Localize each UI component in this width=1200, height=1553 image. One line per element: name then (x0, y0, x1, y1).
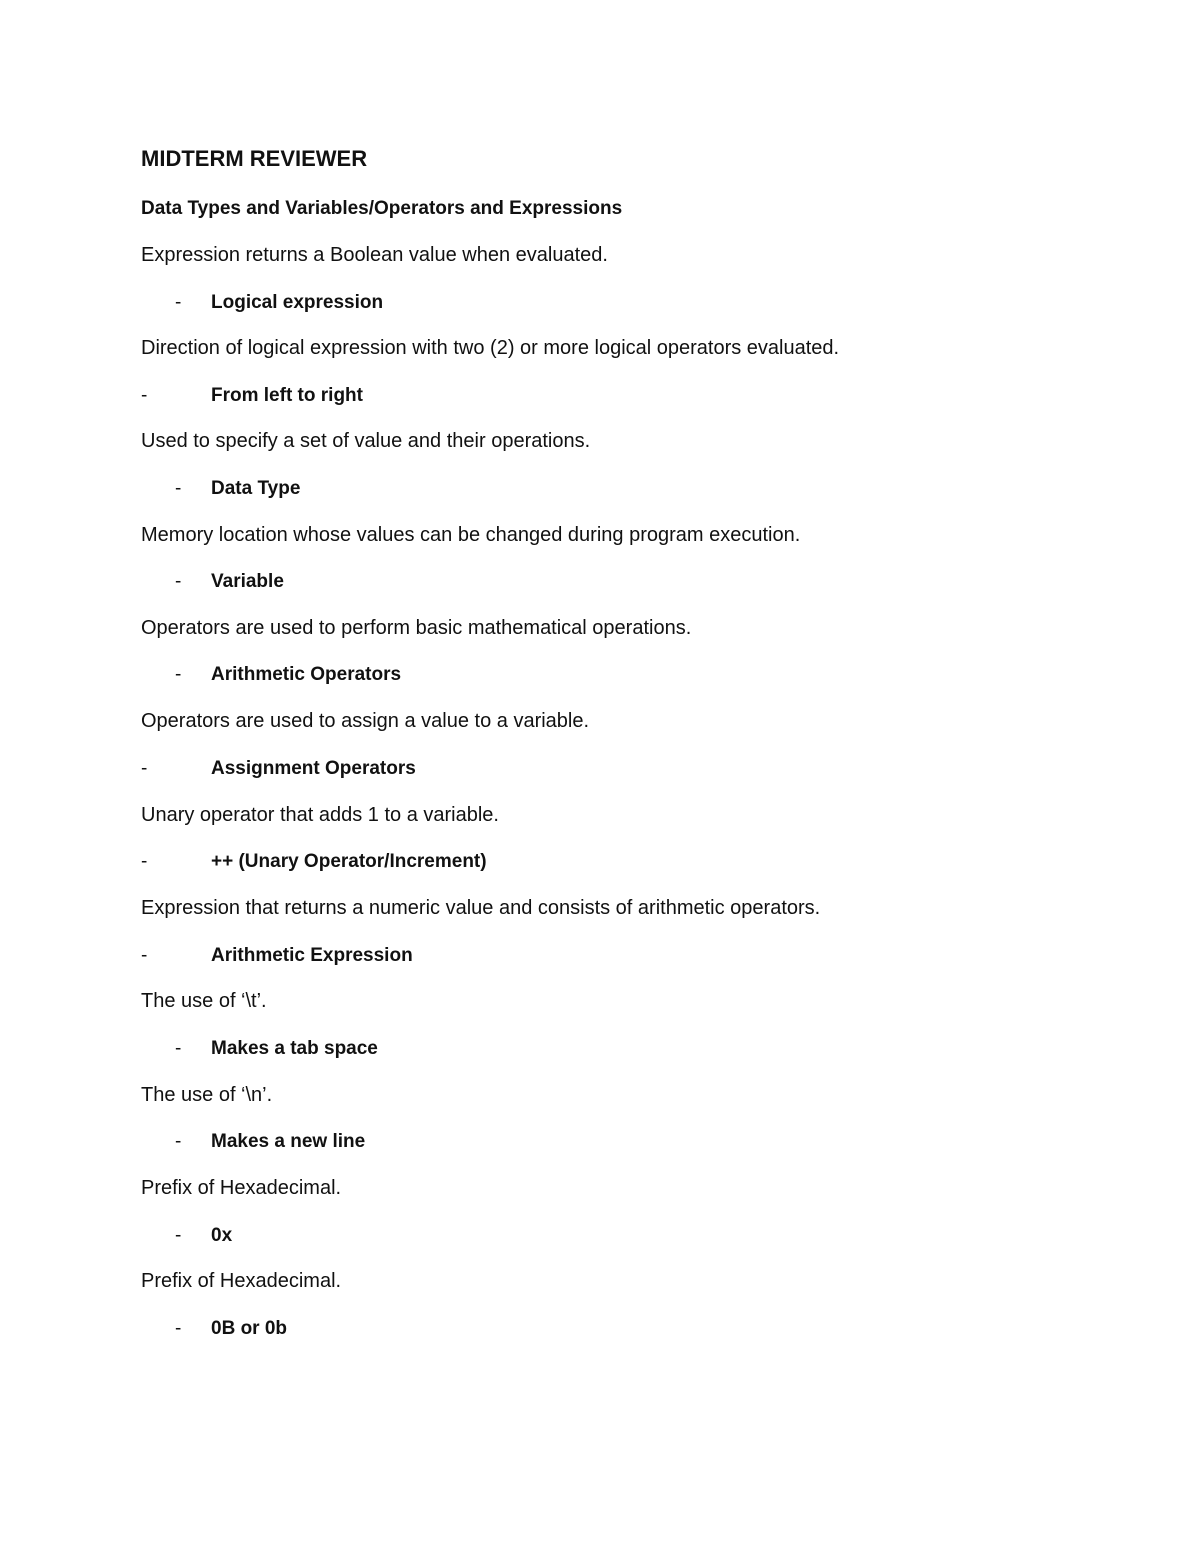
question-text: Operators are used to assign a value to a variable. (141, 710, 590, 732)
bullet-dash: - (175, 1225, 182, 1246)
question-text: Direction of logical expression with two (2) or more logical operators evaluated. (141, 337, 840, 359)
bullet-dash: - (175, 1038, 182, 1059)
question-text: Memory location whose values can be changed during program execution. (141, 524, 801, 546)
question-text: Unary operator that adds 1 to a variable. (141, 804, 499, 826)
bullet-dash: - (141, 851, 148, 872)
question-text: The use of ‘\n’. (141, 1084, 273, 1106)
bullet-dash: - (175, 1131, 182, 1152)
question-text: Used to specify a set of value and their operations. (141, 430, 591, 452)
question-text: Prefix of Hexadecimal. (141, 1270, 342, 1292)
bullet-dash: - (141, 945, 148, 966)
bullet-dash: - (141, 758, 148, 779)
answer-text: Makes a new line (211, 1131, 366, 1152)
question-text: Prefix of Hexadecimal. (141, 1177, 342, 1199)
answer-text: 0x (211, 1225, 233, 1246)
answer-text: ++ (Unary Operator/Increment) (211, 851, 487, 872)
bullet-dash: - (175, 478, 182, 499)
bullet-dash: - (175, 1318, 182, 1339)
page-title: MIDTERM REVIEWER (141, 146, 368, 171)
question-text: Expression returns a Boolean value when evaluated. (141, 244, 608, 266)
bullet-dash: - (175, 664, 182, 685)
answer-text: 0B or 0b (211, 1318, 288, 1339)
bullet-dash: - (175, 571, 182, 592)
question-text: Operators are used to perform basic mathematical operations. (141, 617, 692, 639)
answer-text: Variable (211, 571, 284, 592)
answer-text: Assignment Operators (211, 758, 416, 779)
question-text: Expression that returns a numeric value and consists of arithmetic operators. (141, 897, 821, 919)
answer-text: Makes a tab space (211, 1038, 378, 1059)
section-heading: Data Types and Variables/Operators and Expressions (141, 198, 623, 219)
answer-text: From left to right (211, 385, 363, 406)
bullet-dash: - (141, 385, 148, 406)
answer-text: Arithmetic Expression (211, 945, 413, 966)
answer-text: Arithmetic Operators (211, 664, 402, 685)
bullet-dash: - (175, 292, 182, 313)
question-text: The use of ‘\t’. (141, 990, 267, 1012)
answer-text: Data Type (211, 478, 301, 499)
answer-text: Logical expression (211, 292, 384, 313)
